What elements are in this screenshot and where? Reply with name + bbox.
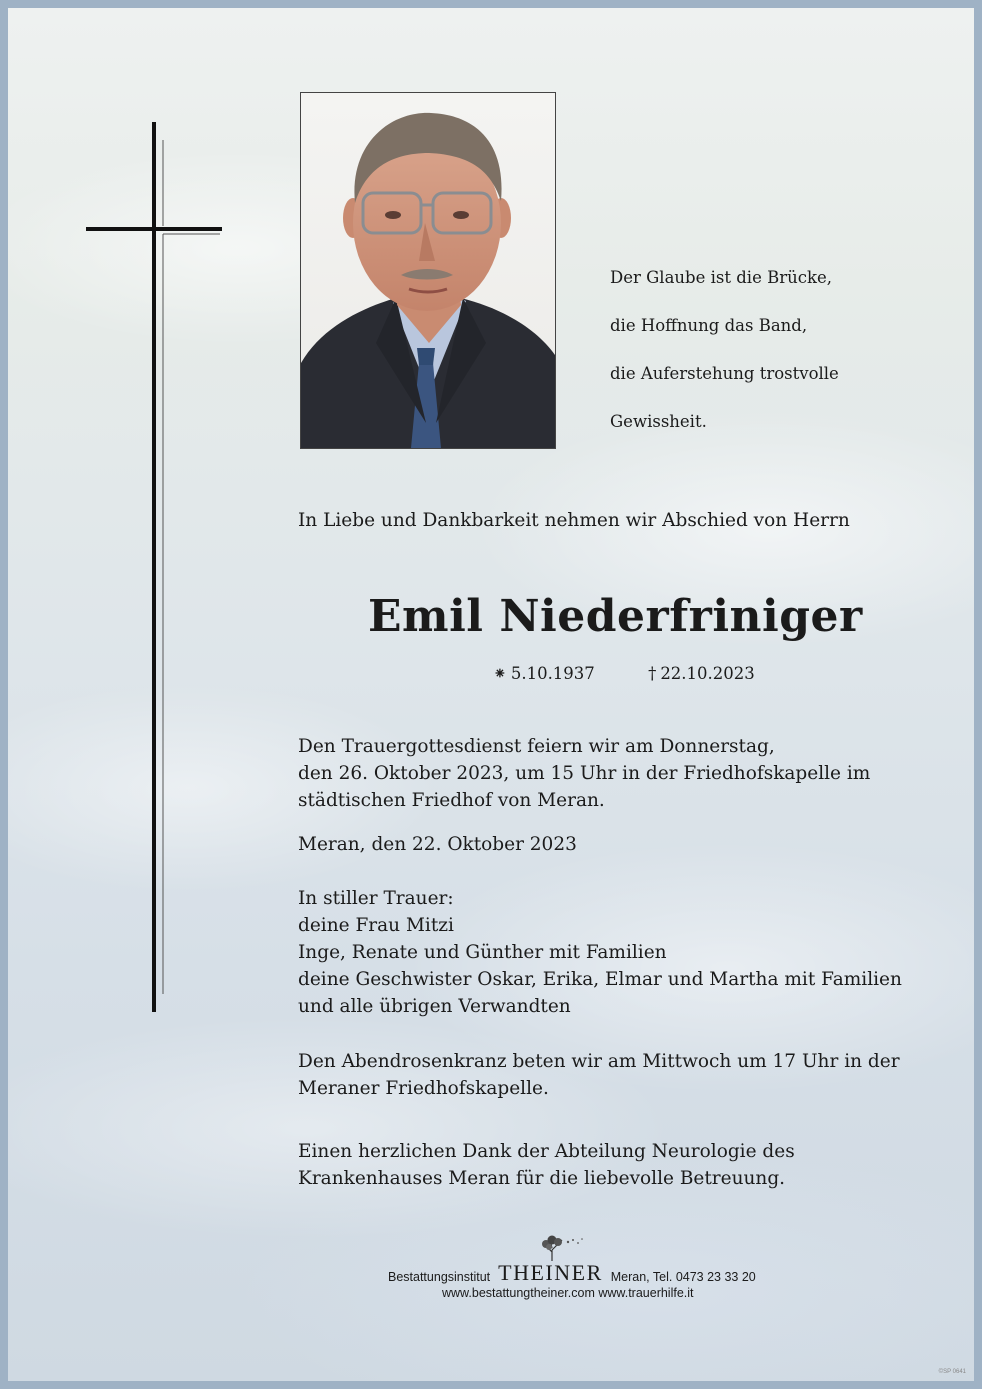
cross-icon <box>86 122 226 1012</box>
footer-prefix: Bestattungsinstitut <box>388 1270 491 1284</box>
death-info <box>648 664 779 683</box>
thanks-note <box>298 1138 795 1192</box>
tree-logo-icon <box>538 1234 588 1262</box>
verse-line: die Hoffnung das Band, <box>610 316 808 335</box>
mourners-line: deine Frau Mitzi <box>298 915 454 936</box>
footer-contact-row <box>388 1260 808 1284</box>
place-date-line: Meran, den 22. Oktober 2023 <box>298 834 577 855</box>
verse-line: Gewissheit. <box>610 412 707 431</box>
thanks-line: Krankenhauses Meran für die liebevolle Betreuung. <box>298 1168 786 1189</box>
verse-line: die Auferstehung trostvolle <box>610 364 839 383</box>
portrait-photo <box>300 92 556 449</box>
deceased-name: Emil Niederfriniger <box>368 591 863 642</box>
life-dates <box>493 664 803 683</box>
funeral-service-text <box>298 733 870 814</box>
rosary-line: Meraner Friedhofskapelle. <box>298 1078 549 1099</box>
mourners-list <box>298 885 902 1020</box>
brand-name: THEINER <box>498 1260 603 1285</box>
rosary-notice <box>298 1048 900 1102</box>
rosary-line: Den Abendrosenkranz beten wir am Mittwoch um 17 Uhr in der <box>298 1051 900 1072</box>
birth-info <box>493 664 619 683</box>
memorial-verse <box>610 242 839 458</box>
cross-horizontal-beam <box>86 227 222 231</box>
footer-websites: www.bestattungtheiner.com www.trauerhilfe.it <box>442 1286 694 1300</box>
service-line: städtischen Friedhof von Meran. <box>298 790 605 811</box>
service-line: den 26. Oktober 2023, um 15 Uhr in der Friedhofskapelle im <box>298 763 871 784</box>
farewell-intro: In Liebe und Dankbarkeit nehmen wir Abschied von Herrn <box>298 510 850 531</box>
print-code: ©SP 0641 <box>938 1369 966 1375</box>
birth-date: 5.10.1937 <box>510 664 595 683</box>
service-line: Den Trauergottesdienst feiern wir am Donnerstag, <box>298 736 775 757</box>
mourners-line: Inge, Renate und Günther mit Familien <box>298 942 667 963</box>
thanks-line: Einen herzlichen Dank der Abteilung Neurologie des <box>298 1141 795 1162</box>
funeral-home-footer <box>388 1260 808 1300</box>
death-date: 22.10.2023 <box>660 664 755 683</box>
verse-line: Der Glaube ist die Brücke, <box>610 268 832 287</box>
cross-vertical-beam <box>152 122 156 1012</box>
death-cross-icon: † <box>648 664 657 683</box>
mourners-line: In stiller Trauer: <box>298 888 454 909</box>
mourners-line: und alle übrigen Verwandten <box>298 996 571 1017</box>
funeral-home-logo <box>498 1260 603 1284</box>
sky-background <box>8 8 974 1381</box>
birth-star-icon: ⁕ <box>493 664 507 683</box>
footer-phone: Meran, Tel. 0473 23 33 20 <box>610 1270 756 1284</box>
place-and-date <box>298 831 577 858</box>
mourners-line: deine Geschwister Oskar, Erika, Elmar und Martha mit Familien <box>298 969 902 990</box>
